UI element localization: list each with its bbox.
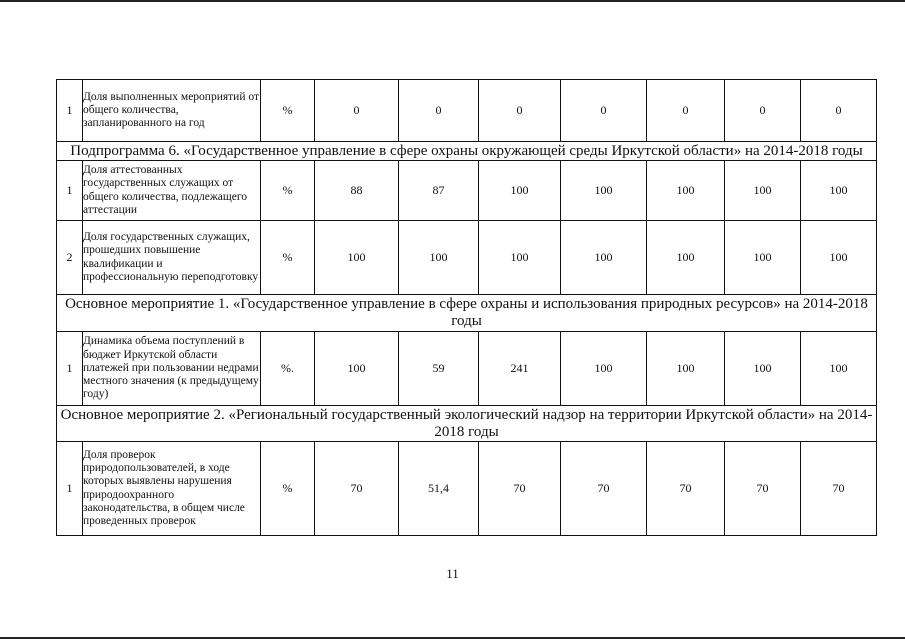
value-cell: 100 — [647, 221, 725, 295]
value-cell: 70 — [801, 442, 877, 536]
row-number: 2 — [57, 221, 83, 295]
indicator-description: Доля проверок природопользователей, в ходе которых выявлены нарушения природоохранного законодательства, в общем числе проведенных проверок — [83, 442, 261, 536]
value-cell: 100 — [561, 332, 647, 406]
value-cell: 0 — [399, 80, 479, 142]
value-cell: 87 — [399, 161, 479, 221]
table-row — [57, 442, 877, 536]
row-number: 1 — [57, 80, 83, 142]
row-number: 1 — [57, 442, 83, 536]
indicator-description: Доля аттестованных государственных служащих от общего количества, подлежащего аттестации — [83, 161, 261, 221]
value-cell: 100 — [647, 332, 725, 406]
unit-cell: % — [261, 161, 315, 221]
section-title: Основное мероприятие 2. «Региональный государственный экологический надзор на территории Иркутской области» на 2014-2018 годы — [57, 406, 877, 442]
page-number: 11 — [446, 566, 459, 581]
section-title: Подпрограмма 6. «Государственное управление в сфере охраны окружающей среды Иркутской области» на 2014-2018 годы — [57, 142, 877, 161]
value-cell: 70 — [315, 442, 399, 536]
section-header-row — [57, 406, 877, 442]
unit-cell: % — [261, 80, 315, 142]
unit-cell: % — [261, 221, 315, 295]
value-cell: 100 — [479, 221, 561, 295]
value-cell: 100 — [561, 161, 647, 221]
value-cell: 100 — [725, 332, 801, 406]
value-cell: 70 — [479, 442, 561, 536]
table-row — [57, 161, 877, 221]
indicator-description: Доля выполненных мероприятий от общего количества, запланированного на год — [83, 80, 261, 142]
value-cell: 70 — [725, 442, 801, 536]
value-cell: 59 — [399, 332, 479, 406]
value-cell: 100 — [315, 332, 399, 406]
value-cell: 70 — [647, 442, 725, 536]
value-cell: 0 — [561, 80, 647, 142]
indicator-description: Доля государственных служащих, прошедших повышение квалификации и профессиональную переподготовку — [83, 221, 261, 295]
value-cell: 100 — [801, 221, 877, 295]
section-header-row — [57, 295, 877, 332]
row-number: 1 — [57, 161, 83, 221]
value-cell: 100 — [801, 161, 877, 221]
bottom-frame-line — [0, 637, 905, 639]
value-cell: 0 — [315, 80, 399, 142]
value-cell: 100 — [479, 161, 561, 221]
indicator-description: Динамика объема поступлений в бюджет Иркутской области платежей при пользовании недрами местного значения (к предыдущему году) — [83, 332, 261, 406]
value-cell: 100 — [399, 221, 479, 295]
value-cell: 51,4 — [399, 442, 479, 536]
value-cell: 241 — [479, 332, 561, 406]
table-body — [57, 80, 877, 536]
value-cell: 88 — [315, 161, 399, 221]
unit-cell: %. — [261, 332, 315, 406]
value-cell: 100 — [647, 161, 725, 221]
value-cell: 0 — [479, 80, 561, 142]
value-cell: 0 — [647, 80, 725, 142]
value-cell: 100 — [725, 161, 801, 221]
value-cell: 100 — [801, 332, 877, 406]
top-frame-line — [0, 0, 905, 2]
table-row — [57, 80, 877, 142]
value-cell: 100 — [315, 221, 399, 295]
value-cell: 100 — [561, 221, 647, 295]
unit-cell: % — [261, 442, 315, 536]
value-cell: 70 — [561, 442, 647, 536]
section-header-row — [57, 142, 877, 161]
row-number: 1 — [57, 332, 83, 406]
table-row — [57, 221, 877, 295]
value-cell: 0 — [801, 80, 877, 142]
indicators-table — [56, 79, 877, 536]
section-title: Основное мероприятие 1. «Государственное управление в сфере охраны и использования природных ресурсов» на 2014-2018 годы — [57, 295, 877, 332]
value-cell: 0 — [725, 80, 801, 142]
table-row — [57, 332, 877, 406]
value-cell: 100 — [725, 221, 801, 295]
